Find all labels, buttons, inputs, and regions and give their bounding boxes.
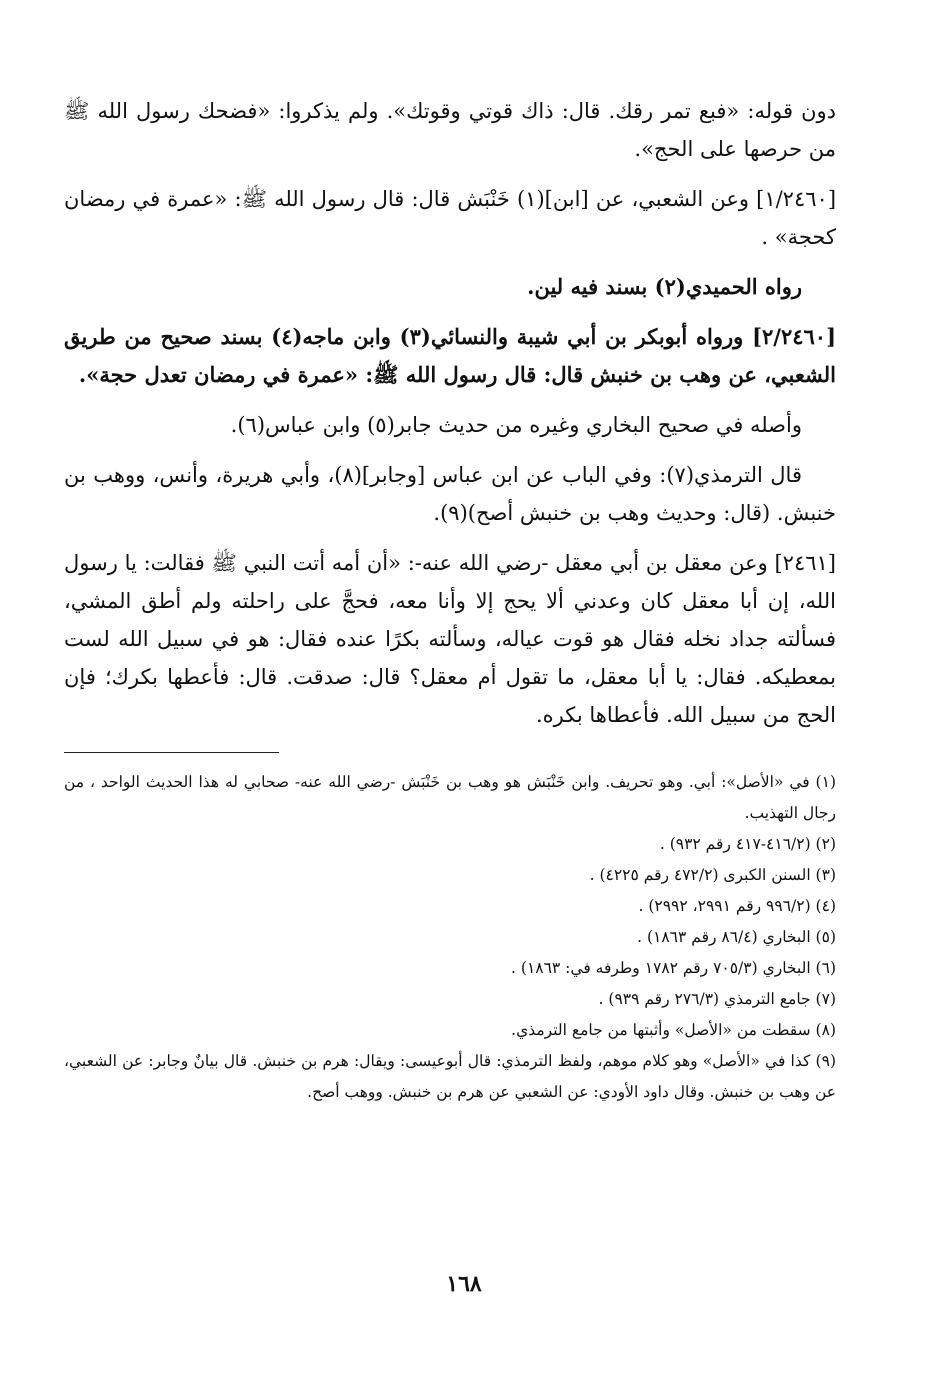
footnotes xyxy=(64,767,836,1108)
narration-humaydi: رواه الحميدي(٢) بسند فيه لين. xyxy=(527,274,802,299)
page-number: ١٦٨ xyxy=(446,1271,482,1297)
footnote-3: (٣) السنن الكبرى (٤٧٢/٢ رقم ٤٢٢٥) . xyxy=(589,866,836,884)
footnote-9: (٩) كذا في «الأصل» وهو كلام موهم، ولفظ الترمذي: قال أبوعيسى: ويقال: هرم بن خنبش. قال بيانٌ وجابر: عن الشعبي، عن وهب بن خنبش. وقال داود الأودي: عن الشعبي عن هرم بن خنبش. ووهب أصح. xyxy=(64,1052,836,1101)
paragraph-1: دون قوله: «فبع تمر رقك. قال: ذاك قوتي وقوتك». ولم يذكروا: «فضحك رسول الله ﷺ من حرصها على الحج». xyxy=(64,99,836,161)
footnote-7: (٧) جامع الترمذي (٢٧٦/٣ رقم ٩٣٩) . xyxy=(598,990,836,1008)
footnote-8: (٨) سقطت من «الأصل» وأثبتها من جامع الترمذي. xyxy=(511,1021,836,1039)
document-page xyxy=(64,92,836,1108)
footnote-2: (٢) (٤١٦/٢-٤١٧ رقم ٩٣٢) . xyxy=(659,835,836,853)
main-text xyxy=(64,92,836,734)
footnote-4: (٤) (٩٩٦/٢ رقم ٢٩٩١، ٢٩٩٢) . xyxy=(638,897,836,915)
footnote-5: (٥) البخاري (٨٦/٤ رقم ١٨٦٣) . xyxy=(637,928,836,946)
tirmidhi-note: قال الترمذي(٧): وفي الباب عن ابن عباس [وجابر](٨)، وأبي هريرة، وأنس، ووهب بن خنبش. (قال: وحديث وهب بن خنبش أصح)(٩). xyxy=(64,463,836,525)
footnote-divider xyxy=(64,752,279,753)
footnote-6: (٦) البخاري (٧٠٥/٣ رقم ١٧٨٢ وطرفه في: ١٨٦٣) . xyxy=(511,959,836,977)
hadith-2460-2: [٢/٢٤٦٠] ورواه أبوبكر بن أبي شيبة والنسائي(٣) وابن ماجه(٤) بسند صحيح من طريق الشعبي، عن وهب بن خنبش قال: قال رسول الله ﷺ: «عمرة في رمضان تعدل حجة». xyxy=(64,324,837,387)
origin-note: وأصله في صحيح البخاري وغيره من حديث جابر(٥) وابن عباس(٦). xyxy=(230,413,802,437)
hadith-2461: [٢٤٦١] وعن معقل بن أبي معقل -رضي الله عنه-: «أن أمه أتت النبي ﷺ فقالت: يا رسول الله، إن أبا معقل كان وعدني ألا يحج إلا وأنا معه، فحجَّ على راحلته ولم أطق المشي، فسألته جداد نخله فقال هو قوت عياله، وسألته بكرًا عنده فقال: هو في سبيل الله لست بمعطيكه. فقال: يا أبا معقل، ما تقول أم معقل؟ قال: صدقت. قال: فأعطها بكرك؛ فإن الحج من سبيل الله. فأعطاها بكره. xyxy=(64,551,836,727)
footnote-1: (١) في «الأصل»: أبي. وهو تحريف. وابن خَنْبَش هو وهب بن خَنْبَش -رضي الله عنه- صحابي له هذا الحديث الواحد ، من رجال التهذيب. xyxy=(64,773,836,822)
hadith-2460-1: [١/٢٤٦٠] وعن الشعبي، عن [ابن](١) خَنْبَش قال: قال رسول الله ﷺ: «عمرة في رمضان كحجة» . xyxy=(64,187,837,249)
